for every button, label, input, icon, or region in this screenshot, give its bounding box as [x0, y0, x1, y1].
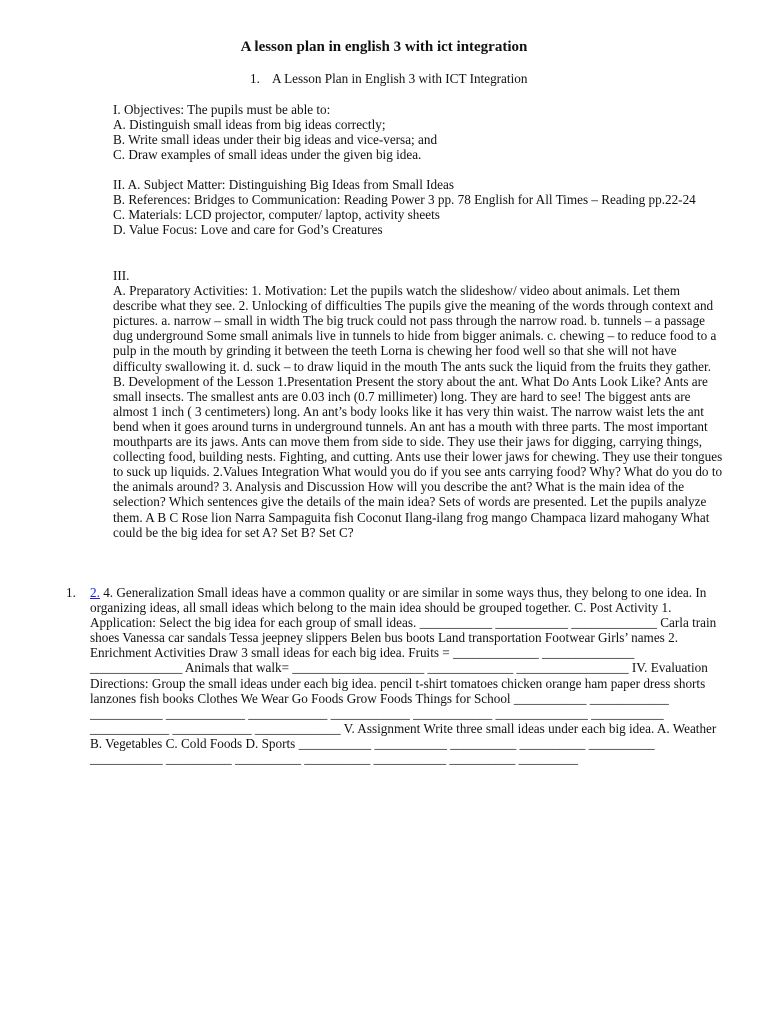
subtitle-text: A Lesson Plan in English 3 with ICT Integration [272, 71, 528, 86]
list-item-body: 4. Generalization Small ideas have a common quality or are similar in some ways thus, they belong to one idea. In organizing ideas, all small ideas which belong to the main idea should be grouped together. C. Post Activity 1. Application: Select the big idea for each group of small ideas. ___________ ___________ _____________ Carla train shoes Vanessa car sandals Tessa jeepney slippers Belen bus boots Land transportation Footwear Girls’ names 2. Enrichment Activities Draw 3 small ideas for each big idea. Fruits = _____________ ______________ ______________ Animals that walk= ____________________ _____________ _________________ IV. Evaluation Directions: Group the small ideas under each big idea. pencil t-shirt tomatoes chicken orange ham paper dress shorts lanzones fish books Clothes We Wear Go Foods Grow Foods Things for School ___________ ____________ ___________ ____________ ____________ ____________ ____________ ______________ ___________ ____________ ____________ _____________ V. Assignment Write three small ideas under each big idea. A. Weather B. Vegetables C. Cold Foods D. Sports ___________ ___________ __________ __________ __________ ___________ __________ __________ __________ ___________ __________ _________ [90, 585, 717, 767]
numbered-list [66, 585, 720, 766]
subject-matter-line: II. A. Subject Matter: Distinguishing Big Ideas from Small Ideas [113, 177, 454, 192]
objectives-section [113, 102, 725, 162]
value-focus-line: D. Value Focus: Love and care for God’s Creatures [113, 222, 383, 238]
procedure-section [113, 268, 725, 540]
subject-matter-section [113, 177, 725, 237]
subtitle-number: 1. [250, 71, 260, 86]
document-subtitle [250, 71, 527, 87]
references-line: B. References: Bridges to Communication: Reading Power 3 pp. 78 English for All Times – Reading pp.22-24 [113, 192, 696, 208]
objectives-heading: I. Objectives: The pupils must be able to: [113, 102, 331, 117]
procedure-body: A. Preparatory Activities: 1. Motivation: Let the pupils watch the slideshow/ video about animals. Let them describe what they see. 2. Unlocking of difficulties The pupils give the meaning of the words through context and pictures. a. narrow – small in width The big truck could not pass through the narrow road. b. tunnels – a passage dug underground Some small animals live in tunnels to hide from bigger animals. c. chewing – to reduce food to a pulp in the mouth by grinding it between the teeth Lorna is chewing her food well so that she will not have difficulty swallowing it. d. suck – to draw liquid in the mouth The ants suck the liquid from the fruits they gather. B. Development of the Lesson 1.Presentation Present the story about the ant. What Do Ants Look Like? Ants are small insects. The smallest ants are 0.03 inch (0.7 millimeter) long. They are hard to see! The biggest ants are almost 1 inch ( 3 centimeters) long. An ant’s body looks like it has very thin waist. The narrow waist lets the ant bend when it goes around turns in underground tunnels. An ant has a mouth with three parts. The most important mouthparts are its jaws. Ants can move them from side to side. They use their jaws for digging, carrying things, collecting food, building nests. Fighting, and cutting. Ants use their lower jaws for chewing. They use their tongues to suck up liquids. 2.Values Integration What would you do if you see ants carrying food? Why? What do you do to the animals around? 3. Analysis and Discussion How will you describe the ant? What is the main idea of the selection? Which sentences give the details of the main idea? Sets of words are presented. Let the pupils analyze them. A B C Rose lion Narra Sampaguita fish Coconut Ilang-ilang frog mango Champaca lizard mahogany What could be the big idea for set A? Set B? Set C? [113, 283, 723, 540]
list-item [90, 585, 720, 766]
objective-b: B. Write small ideas under their big ideas and vice-versa; and [113, 132, 438, 148]
document-title: A lesson plan in english 3 with ict integration [240, 39, 528, 55]
objective-a: A. Distinguish small ideas from big ideas correctly; [113, 117, 386, 133]
page-2-link[interactable]: 2. [90, 585, 100, 600]
list-marker: 1. [66, 585, 76, 600]
materials-line: C. Materials: LCD projector, computer/ laptop, activity sheets [113, 207, 440, 223]
procedure-heading: III. [113, 268, 130, 283]
objective-c: C. Draw examples of small ideas under the given big idea. [113, 147, 422, 163]
